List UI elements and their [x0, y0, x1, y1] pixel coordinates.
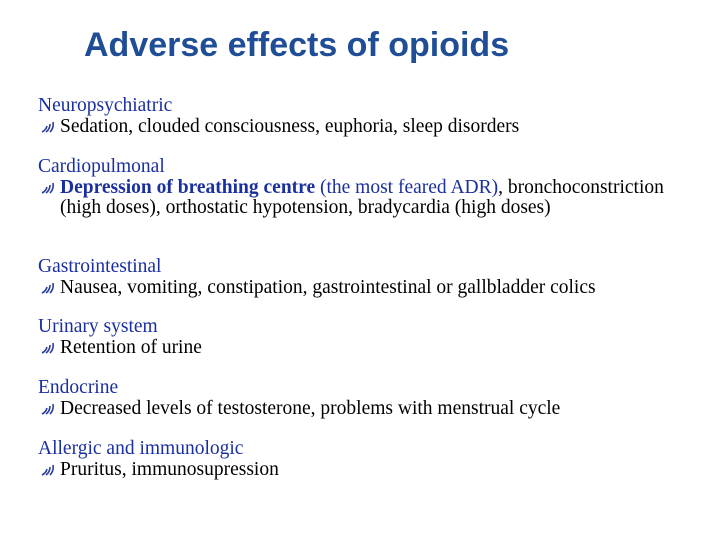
wifi-signal-bullet-icon	[40, 463, 56, 477]
item-text: Decreased levels of testosterone, problems with menstrual cycle	[60, 398, 561, 419]
item-text: Pruritus, immunosupression	[60, 459, 279, 480]
item-emphasis: Depression of breathing centre	[60, 177, 316, 198]
list-item	[38, 460, 698, 480]
wifi-signal-bullet-icon	[40, 120, 56, 134]
section-endocrine	[38, 377, 698, 419]
item-text: Sedation, clouded consciousness, euphoria, sleep disorders	[60, 116, 520, 137]
list-item	[38, 399, 698, 419]
list-item	[38, 338, 698, 358]
wifi-signal-bullet-icon	[40, 281, 56, 295]
section-neuropsychiatric	[38, 95, 698, 137]
section-gastrointestinal	[38, 256, 698, 298]
section-heading: Endocrine	[38, 377, 119, 398]
item-parenthetical: (the most feared ADR)	[315, 177, 499, 198]
section-heading: Urinary system	[38, 316, 158, 337]
wifi-signal-bullet-icon	[40, 341, 56, 355]
wifi-signal-bullet-icon	[40, 402, 56, 416]
section-heading: Allergic and immunologic	[38, 438, 244, 459]
section-cardiopulmonal	[38, 156, 698, 218]
item-text: Retention of urine	[60, 337, 202, 358]
section-urinary-system	[38, 316, 698, 358]
section-heading: Cardiopulmonal	[38, 156, 165, 177]
item-text: , bronchoconstriction (high doses), orthostatic hypotension, bradycardia (high doses)	[60, 177, 664, 218]
list-item	[38, 117, 698, 137]
list-item	[38, 178, 698, 218]
section-allergic-immunologic	[38, 438, 698, 480]
slide-title: Adverse effects of opioids	[84, 26, 510, 64]
list-item	[38, 278, 698, 298]
section-heading: Gastrointestinal	[38, 256, 162, 277]
section-heading: Neuropsychiatric	[38, 95, 173, 116]
item-text: Nausea, vomiting, constipation, gastrointestinal or gallbladder colics	[60, 277, 596, 298]
wifi-signal-bullet-icon	[40, 181, 56, 195]
